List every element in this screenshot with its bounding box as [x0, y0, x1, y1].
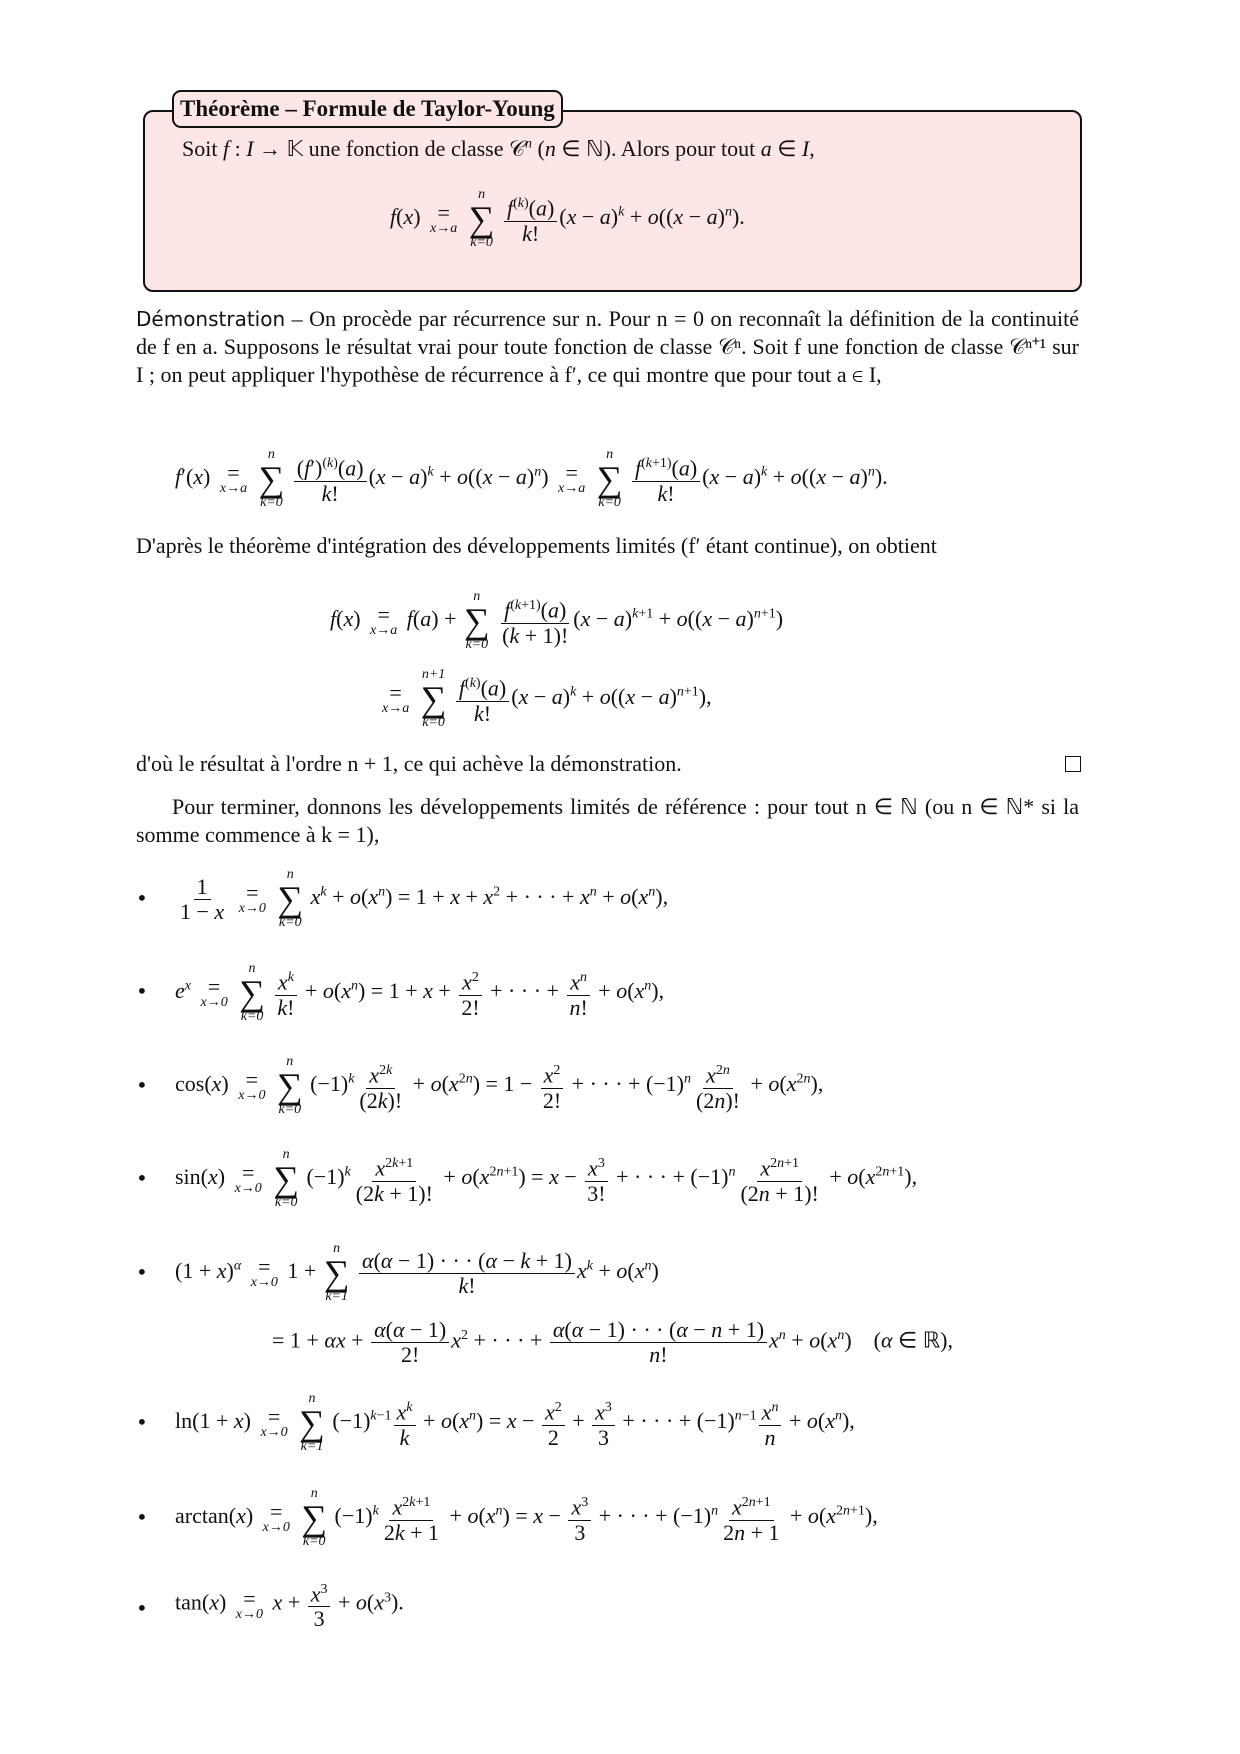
dl-logarithm: ln(1 + x) = x→0 n ∑ k=1 $(-1)^{k-1}$ $\frac{x^k}{k}$ + $o(x^n) = x$ − $\frac{x^2}{2}$ + $\frac{x^3}{3}$ + · · · + $(-1)^{n-1}$ $\frac{x^n}{n}$ + $o(x^n)$, — [175, 1391, 855, 1454]
dl-tangent: tan(x) = x→0 x + $\frac{x^3}{3}$ + $o(x^3)$. — [175, 1578, 404, 1631]
dl-sine: sin(x) = x→0 n ∑ k=0 $(-1)^k$ $\frac{x^{2k+1}}{(2k + 1)!}$ + $o(x^{2n+1}) = x$ − $\frac{x^3}{3!}$ + · · · + $(-1)^n$ $\frac{x^{2n+1}}{(2n + 1)!}$ + $o(x^{2n+1})$, — [175, 1147, 918, 1210]
bullet-icon: • — [136, 1166, 148, 1190]
theorem-statement: Soit f : I → 𝕂 une fonction de classe 𝒞$^n$ (n ∈ ℕ). Alors pour tout a ∈ I, — [182, 136, 815, 161]
qed-square-icon — [1065, 756, 1081, 772]
bullet-icon: • — [136, 886, 148, 910]
dl-cosine: cos(x) = x→0 n ∑ k=0 $(-1)^k$ $\frac{x^{2k}}{(2k)!}$ + $o(x^{2n}) = 1$ − $\frac{x^2}{2!}$ + · · · + $(-1)^n$ $\frac{x^{2n}}{(2n)!}$ + $o(x^{2n})$, — [175, 1054, 824, 1117]
dl-geometric: $\frac{1}{1 - x}$ = x→0 n ∑ k=0 $x^k + o(x^n) = 1 + x + x^2$ + · · · + $x^n + o(x^n)$, — [180, 867, 669, 930]
theorem-title: Théorème – Formule de Taylor-Young — [172, 90, 563, 128]
taylor-young-formula: f(x) = x→a n ∑ k=0 $\frac{f^{(k)}(a)}{k!}$ $(x - a)^k + o((x - a)^n)$. — [390, 187, 745, 250]
dl-arctangent: arctan(x) = x→0 n ∑ k=0 $(-1)^k$ $\frac{x^{2k+1}}{2k + 1}$ + $o(x^n) = x$ − $\frac{x^3}{3}$ + · · · + $(-1)^n$ $\frac{x^{2n+1}}{2n + 1}$ + $o(x^{2n+1})$, — [175, 1486, 878, 1549]
proof-integration-text: D'après le théorème d'intégration des développements limités (f′ étant continue), on obtient — [136, 533, 937, 558]
proof-derivative-expansion: f′(x) = x→a n ∑ k=0 $\frac{(f')^{(k)}(a)}{k!}$ $(x - a)^k + o((x - a)^n)$ = x→a n ∑ k=0 $\frac{f^{(k+1)}(a)}{k!}$ $(x - a)^k + o((x - a)^n)$. — [175, 447, 888, 510]
proof-intro: Démonstration – On procède par récurrence sur n. Pour n = 0 on reconnaît la définition de la continuité de f en a. Supposons le résultat vrai pour toute fonction de classe 𝒞ⁿ. Soit f une fonction de classe 𝒞ⁿ⁺¹ sur I ; on peut appliquer l'hypothèse de récurrence à f′, ce qui montre que pour tout a ∈ I, — [136, 306, 1080, 387]
dl-binomial-line-1: $(1 + x)^\alpha$ = x→0 1 + n ∑ k=1 $\frac{\alpha(\alpha - 1) \cdot \cdot \cdot (\alpha - k + 1)}{k!}$ $x^k + o(x^n)$ — [175, 1241, 659, 1304]
bullet-icon: • — [136, 1073, 148, 1097]
dl-exponential: $e^x$ = x→0 n ∑ k=0 $\frac{x^k}{k!}$ + $o(x^n) = 1 + x$ + $\frac{x^2}{2!}$ + · · · + $\frac{x^n}{n!}$ + $o(x^n)$, — [175, 961, 665, 1024]
bullet-icon: • — [136, 979, 148, 1003]
bullet-icon: • — [136, 1410, 148, 1434]
proof-integrated-line-1: f(x) = x→a f(a) + n ∑ k=0 $\frac{f^{(k+1)}(a)}{(k + 1)!}$ $(x - a)^{k+1} + o((x - a)^{n+1})$ — [330, 589, 784, 652]
bullet-icon: • — [136, 1505, 148, 1529]
bullet-icon: • — [136, 1596, 148, 1620]
proof-integrated-line-2: = x→a n+1 ∑ k=0 $\frac{f^{(k)}(a)}{k!}$ $(x - a)^k + o((x - a)^{n+1})$, — [382, 667, 712, 730]
proof-conclusion: d'où le résultat à l'ordre n + 1, ce qui achève la démonstration. — [136, 751, 682, 776]
dl-binomial-line-2: = 1 + αx + $\frac{\alpha(\alpha - 1)}{2!}$ $x^2$ + · · · + $\frac{\alpha(\alpha - 1) \cdot \cdot \cdot (\alpha - n + 1)}{n!}$ $x^n + o(x^n)$ (α ∈ ℝ), — [272, 1317, 953, 1367]
reference-intro: Pour terminer, donnons les développements limités de référence : pour tout n ∈ ℕ (ou n ∈ ℕ* si la somme commence à k = 1), — [136, 794, 1079, 847]
bullet-icon: • — [136, 1260, 148, 1284]
